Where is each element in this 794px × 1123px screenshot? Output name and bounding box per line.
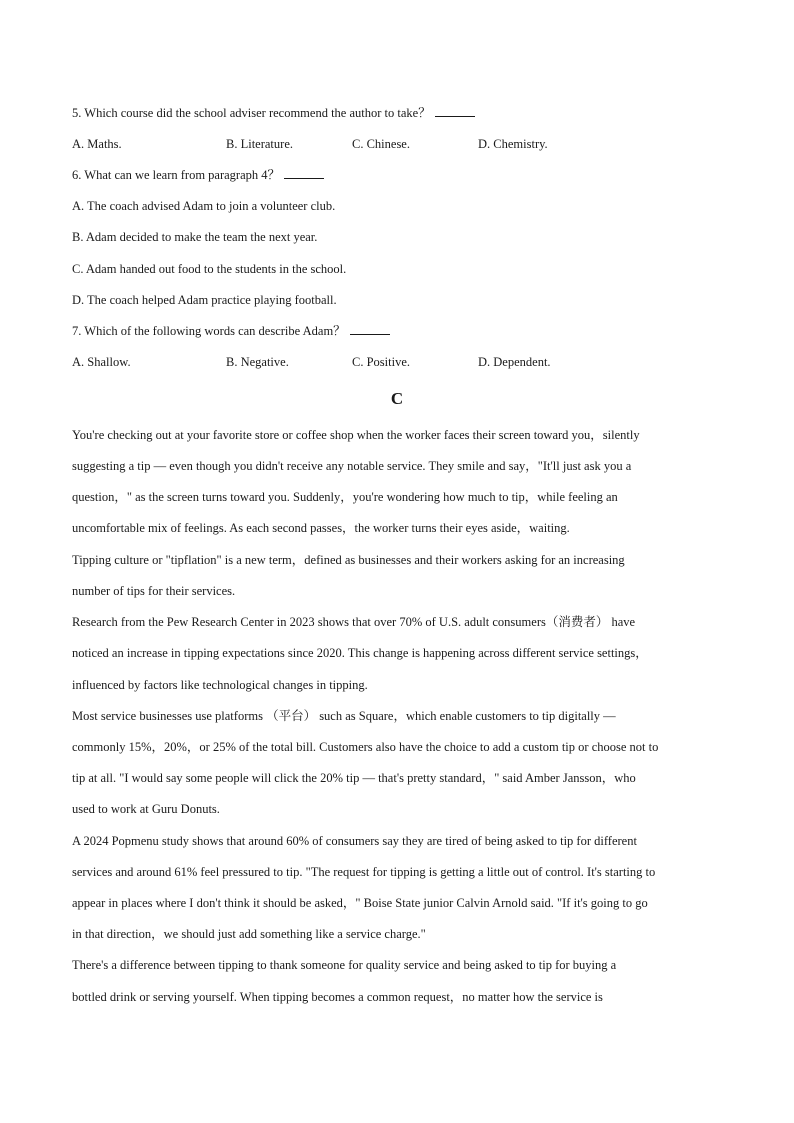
question-5-option-a: A. Maths. xyxy=(72,137,122,151)
answer-blank xyxy=(284,167,324,179)
question-6-option-a: A. The coach advised Adam to join a volunteer club. xyxy=(72,199,336,213)
answer-blank xyxy=(435,105,475,117)
question-7-option-c: C. Positive. xyxy=(352,355,410,369)
question-7-option-a: A. Shallow. xyxy=(72,355,131,369)
passage-line: number of tips for their services. xyxy=(72,584,236,598)
question-5-stem xyxy=(72,105,475,121)
passage-line: Tipping culture or "tipflation" is a new term，defined as businesses and their workers asking for an increasing xyxy=(72,553,625,567)
passage-line: influenced by factors like technological changes in tipping. xyxy=(72,678,368,692)
passage-line: tip at all. "I would say some people will click the 20% tip — that's pretty standard，" said Amber Jansson，who xyxy=(72,771,636,785)
question-7-text: 7. Which of the following words can describe Adam？ xyxy=(72,324,346,338)
question-6-option-b: B. Adam decided to make the team the next year. xyxy=(72,230,318,244)
passage-line: Research from the Pew Research Center in 2023 shows that over 70% of U.S. adult consumers（消费者） have xyxy=(72,615,636,629)
passage-line: noticed an increase in tipping expectations since 2020. This change is happening across different service settings， xyxy=(72,646,648,660)
passage-line: A 2024 Popmenu study shows that around 60% of consumers say they are tired of being asked to tip for different xyxy=(72,834,637,848)
question-5-text: 5. Which course did the school adviser recommend the author to take？ xyxy=(72,106,431,120)
question-7-option-d: D. Dependent. xyxy=(478,355,551,369)
passage-line: Most service businesses use platforms （平台） such as Square，which enable customers to tip digitally — xyxy=(72,709,616,723)
passage-line: commonly 15%，20%，or 25% of the total bill. Customers also have the choice to add a custom tip or choose not to xyxy=(72,740,659,754)
section-heading: C xyxy=(390,389,404,408)
passage-line: services and around 61% feel pressured to tip. "The request for tipping is getting a little out of control. It's starting to xyxy=(72,865,656,879)
passage-line: suggesting a tip — even though you didn't receive any notable service. They smile and say，"It'll just ask you a xyxy=(72,459,632,473)
passage-line: question，" as the screen turns toward you. Suddenly，you're wondering how much to tip，while feeling an xyxy=(72,490,618,504)
answer-blank xyxy=(350,323,390,335)
question-5-option-c: C. Chinese. xyxy=(352,137,410,151)
passage-line: used to work at Guru Donuts. xyxy=(72,802,220,816)
passage-line: There's a difference between tipping to thank someone for quality service and being asked to tip for buying a xyxy=(72,958,617,972)
passage-line: You're checking out at your favorite store or coffee shop when the worker faces their screen toward you，silently xyxy=(72,428,640,442)
question-6-option-d: D. The coach helped Adam practice playing football. xyxy=(72,293,337,307)
question-7-stem xyxy=(72,323,390,339)
question-7-option-b: B. Negative. xyxy=(226,355,289,369)
passage-line: appear in places where I don't think it should be asked，" Boise State junior Calvin Arnold said. "If it's going to go xyxy=(72,896,648,910)
question-6-stem xyxy=(72,167,324,183)
question-6-option-c: C. Adam handed out food to the students in the school. xyxy=(72,262,347,276)
passage-line: uncomfortable mix of feelings. As each second passes，the worker turns their eyes aside，waiting. xyxy=(72,521,570,535)
passage-line: in that direction，we should just add something like a service charge." xyxy=(72,927,426,941)
question-5-option-d: D. Chemistry. xyxy=(478,137,548,151)
question-6-text: 6. What can we learn from paragraph 4？ xyxy=(72,168,281,182)
question-5-option-b: B. Literature. xyxy=(226,137,293,151)
passage-line: bottled drink or serving yourself. When tipping becomes a common request，no matter how the service is xyxy=(72,990,603,1004)
